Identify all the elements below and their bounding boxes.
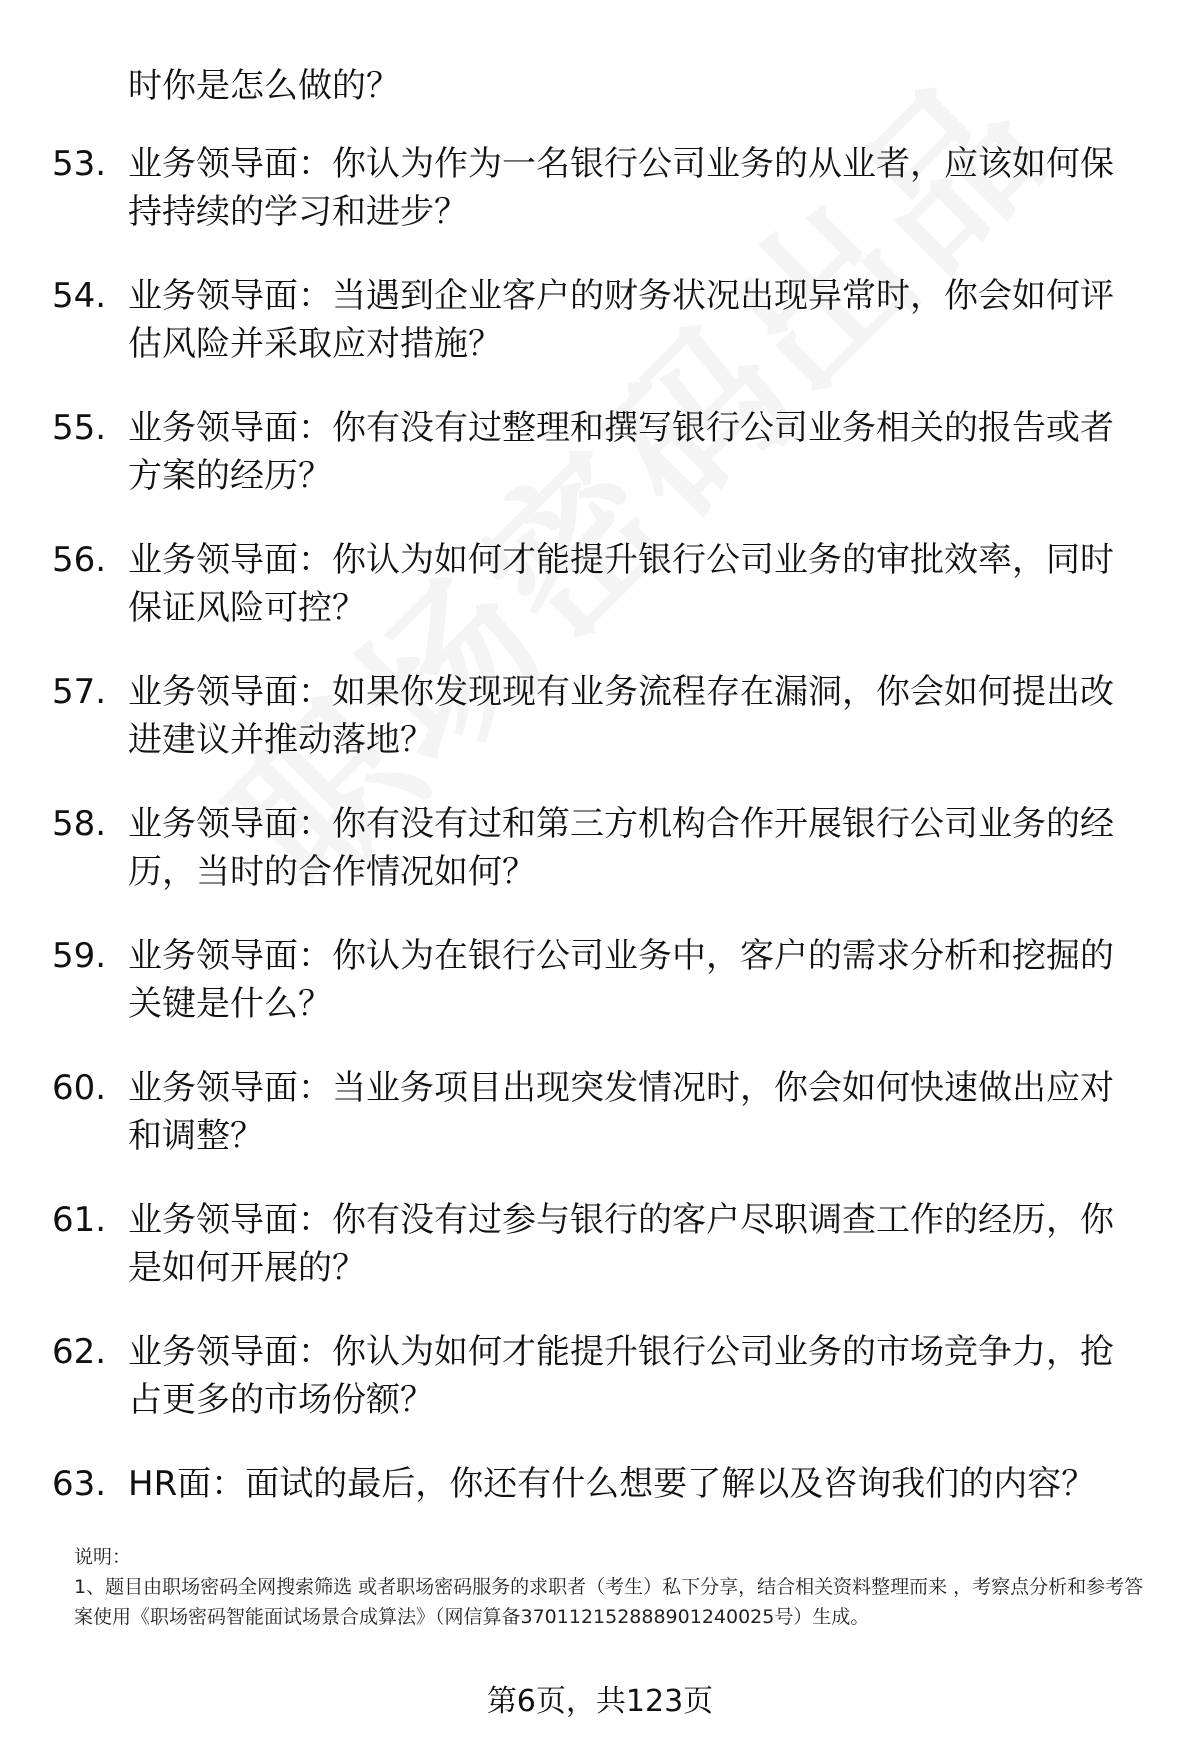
- question-item: [52, 932, 1152, 1028]
- question-item: [52, 1460, 1152, 1508]
- question-item: [52, 1064, 1152, 1160]
- question-number: 54.: [52, 276, 107, 316]
- question-number: 57.: [52, 672, 107, 712]
- question-text: 业务领导面：你认为如何才能提升银行公司业务的市场竞争力，抢占更多的市场份额？: [128, 1332, 1114, 1420]
- question-item: [52, 140, 1152, 236]
- question-text: 业务领导面：你有没有过参与银行的客户尽职调查工作的经历，你是如何开展的？: [128, 1200, 1114, 1288]
- continuation-text: 时你是怎么做的？: [128, 66, 400, 106]
- question-item: [52, 1196, 1152, 1292]
- notes-section: [74, 1542, 1154, 1632]
- question-list: [52, 140, 1152, 1544]
- question-number: 59.: [52, 936, 107, 976]
- question-number: 56.: [52, 540, 107, 580]
- notes-line-1: 1、题目由职场密码全网搜索筛选 或者职场密码服务的求职者（考生）私下分享，结合相关资料整理而来 ，考察点分析和参考答案使用《职场密码智能面试场景合成算法》（网信算备370112152888901240025号）生成。: [74, 1576, 1144, 1628]
- question-text: 业务领导面：如果你发现现有业务流程存在漏洞，你会如何提出改进建议并推动落地？: [128, 672, 1114, 760]
- question-text: 业务领导面：你认为作为一名银行公司业务的从业者，应该如何保持持续的学习和进步？: [128, 144, 1114, 232]
- question-text: 业务领导面：你有没有过整理和撰写银行公司业务相关的报告或者方案的经历？: [128, 408, 1114, 496]
- question-item: [52, 1328, 1152, 1424]
- question-number: 55.: [52, 408, 107, 448]
- question-number: 60.: [52, 1068, 107, 1108]
- question-number: 62.: [52, 1332, 107, 1372]
- question-item: [52, 536, 1152, 632]
- question-text: 业务领导面：当遇到企业客户的财务状况出现异常时，你会如何评估风险并采取应对措施？: [128, 276, 1114, 364]
- question-item: [52, 272, 1152, 368]
- question-text: 业务领导面：你认为在银行公司业务中，客户的需求分析和挖掘的关键是什么？: [128, 936, 1114, 1024]
- question-number: 61.: [52, 1200, 107, 1240]
- question-text: 业务领导面：当业务项目出现突发情况时，你会如何快速做出应对和调整？: [128, 1068, 1114, 1156]
- question-item: [52, 404, 1152, 500]
- question-number: 53.: [52, 144, 107, 184]
- question-item: [52, 800, 1152, 896]
- question-number: 63.: [52, 1464, 107, 1504]
- question-text: 业务领导面：你有没有过和第三方机构合作开展银行公司业务的经历，当时的合作情况如何？: [128, 804, 1114, 892]
- page-number: 第6页，共123页: [486, 1684, 714, 1719]
- question-number: 58.: [52, 804, 107, 844]
- question-text: HR面：面试的最后，你还有什么想要了解以及咨询我们的内容？: [128, 1464, 1096, 1504]
- question-item: [52, 668, 1152, 764]
- question-text: 业务领导面：你认为如何才能提升银行公司业务的审批效率，同时保证风险可控？: [128, 540, 1114, 628]
- notes-title: 说明：: [74, 1546, 132, 1568]
